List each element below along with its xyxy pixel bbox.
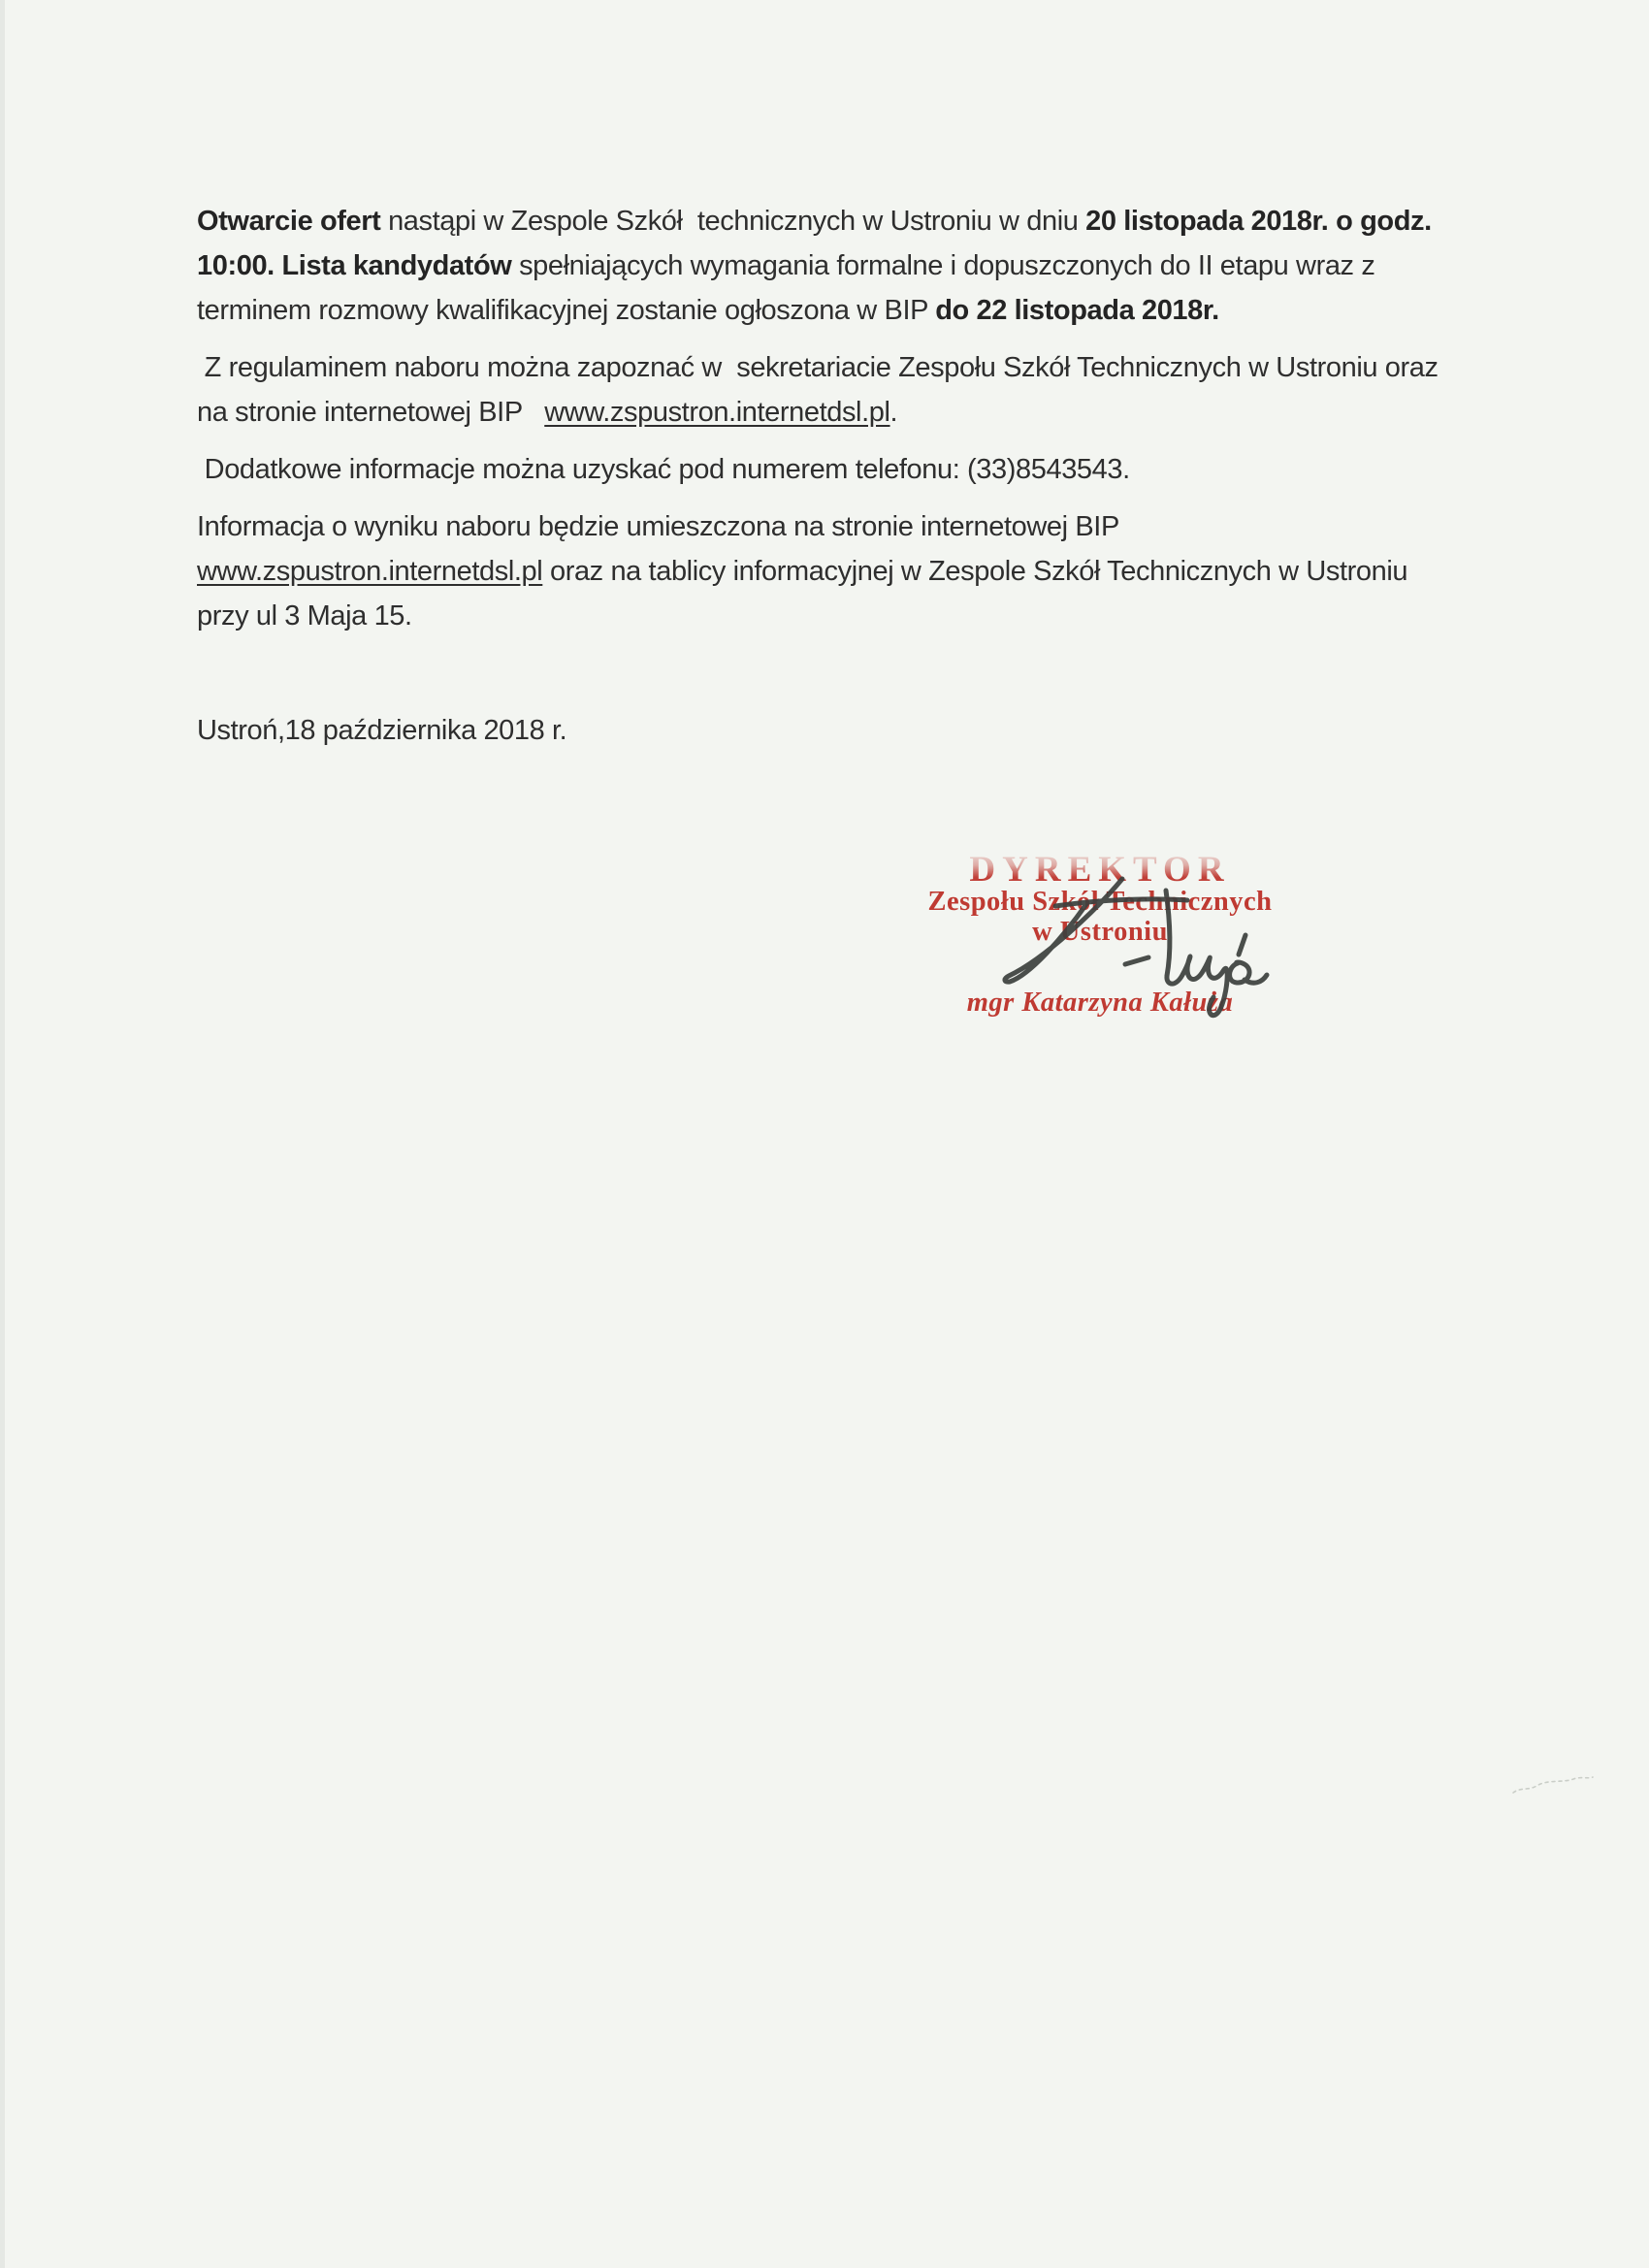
- text-segment: Otwarcie ofert: [197, 206, 381, 237]
- text-segment: 20 listopada 2018r. o godz.: [1085, 206, 1432, 237]
- handwritten-signature: [970, 865, 1280, 1030]
- text-line: [197, 549, 1458, 594]
- text-line: [197, 390, 1458, 435]
- scan-edge-shadow: [0, 0, 5, 2268]
- text-segment: 10:00. Lista kandydatów: [197, 250, 512, 281]
- paragraph: [197, 504, 1458, 638]
- stamp-name: mgr Katarzyna Kałuża: [966, 988, 1234, 1018]
- date-line: Ustroń,18 października 2018 r.: [197, 715, 567, 746]
- document-paragraphs: [197, 199, 1458, 638]
- paragraph: [197, 345, 1458, 435]
- text-segment: spełniających wymagania formalne i dopuszczonych do II etapu wraz z: [511, 250, 1375, 281]
- stamp-org-line2: w Ustroniu: [1032, 917, 1168, 947]
- text-segment: do 22 listopada 2018r.: [935, 295, 1219, 326]
- text-line: [197, 447, 1458, 492]
- paragraph: [197, 447, 1458, 492]
- text-segment: przy ul 3 Maja 15.: [197, 600, 412, 632]
- text-line: [197, 199, 1458, 243]
- text-segment: .: [889, 397, 898, 428]
- text-segment: oraz na tablicy informacyjnej w Zespole Szkół Technicznych w Ustroniu: [542, 556, 1408, 587]
- text-line: [197, 345, 1458, 390]
- stamp-org-line1: Zespołu Szkół Technicznych: [927, 887, 1273, 917]
- text-line: [197, 288, 1458, 333]
- url-text: www.zspustron.internetdsl.pl: [544, 397, 890, 428]
- text-line: [197, 243, 1458, 288]
- text-segment: na stronie internetowej BIP: [197, 397, 545, 428]
- document-text-block: [197, 199, 1458, 753]
- text-segment: Informacja o wyniku naboru będzie umieszczona na stronie internetowej BIP: [197, 511, 1119, 542]
- text-line: [197, 504, 1458, 549]
- pencil-smudge: [1509, 1773, 1597, 1798]
- stamp-title: DYREKTOR: [920, 854, 1280, 887]
- text-line: [197, 594, 1458, 638]
- text-segment: Dodatkowe informacje można uzyskać pod numerem telefonu: (33)8543543.: [197, 454, 1130, 485]
- text-segment: Z regulaminem naboru można zapoznać w sekretariacie Zespołu Szkół Technicznych w Ustroniu oraz: [197, 352, 1439, 383]
- text-segment: terminem rozmowy kwalifikacyjnej zostanie ogłoszona w BIP: [197, 295, 936, 326]
- url-text: www.zspustron.internetdsl.pl: [197, 556, 543, 587]
- paragraph: [197, 199, 1458, 333]
- text-segment: nastąpi w Zespole Szkół technicznych w Ustroniu w dniu: [380, 206, 1086, 237]
